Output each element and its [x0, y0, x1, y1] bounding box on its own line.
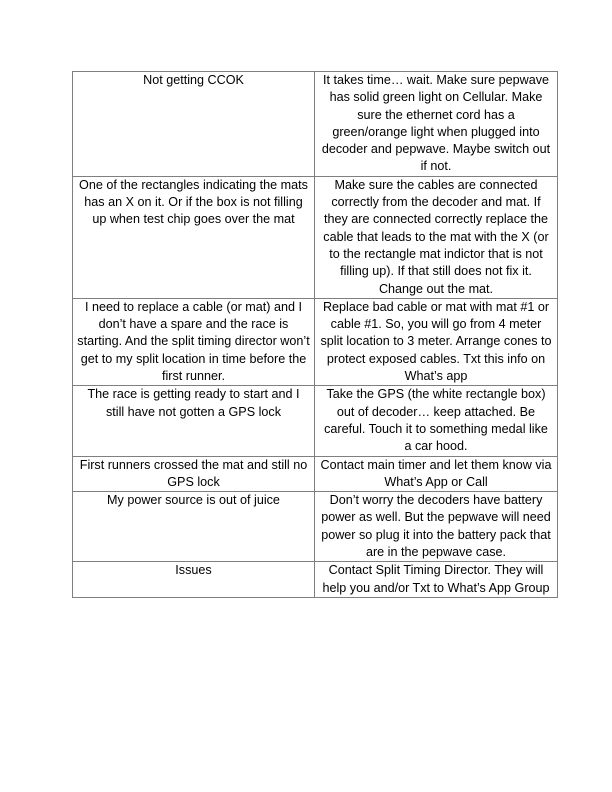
- problem-text: My power source is out of juice: [107, 493, 280, 508]
- problem-text: First runners crossed the mat and still no GPS lock: [79, 457, 308, 489]
- solution-text: Contact Split Timing Director. They will help you and/or Txt to What’s App Group: [322, 563, 550, 595]
- table-row: [73, 492, 558, 562]
- solution-text: Contact main timer and let them know via What’s App or Call: [320, 457, 552, 489]
- solution-cell: [315, 492, 558, 562]
- solution-text: It takes time… wait. Make sure pepwave has solid green light on Cellular. Make sure the ethernet cord has a green/orange light when plugged into decoder and pepwave. Maybe switch out if not.: [321, 73, 551, 174]
- solution-text: Make sure the cables are connected correctly from the decoder and mat. If they are connected correctly replace the cable that leads to the mat with the X (or to the rectangle mat indictor that is not filling up). If that still does not fix it. Change out the mat.: [323, 177, 549, 296]
- table-row: [73, 562, 558, 598]
- problem-text: I need to replace a cable (or mat) and I don’t have a spare and the race is starting. And the split timing director won’t get to my split location in time before the first runner.: [77, 299, 310, 384]
- problem-cell: [73, 456, 315, 492]
- problem-text: The race is getting ready to start and I still have not gotten a GPS lock: [87, 387, 300, 419]
- solution-text: Take the GPS (the white rectangle box) out of decoder… keep attached. Be careful. Touch it to something medal like a car hood.: [324, 387, 548, 454]
- solution-cell: [315, 176, 558, 298]
- problem-cell: [73, 562, 315, 598]
- problem-text: Not getting CCOK: [143, 73, 244, 87]
- table-row: [73, 298, 558, 385]
- problem-cell: [73, 176, 315, 298]
- solution-text: Replace bad cable or mat with mat #1 or cable #1. So, you will go from 4 meter split location to 3 meter. Arrange cones to protect exposed cables. Txt this info on What’s app: [320, 299, 552, 384]
- problem-cell: [73, 298, 315, 385]
- solution-cell: [315, 72, 558, 177]
- problem-text: One of the rectangles indicating the mats has an X on it. Or if the box is not filling up when test chip goes over the mat: [79, 177, 308, 227]
- problem-cell: [73, 492, 315, 562]
- problem-cell: [73, 386, 315, 456]
- solution-cell: [315, 562, 558, 598]
- solution-cell: [315, 456, 558, 492]
- solution-cell: [315, 386, 558, 456]
- solution-cell: [315, 298, 558, 385]
- troubleshooting-table: [72, 71, 558, 598]
- table-row: [73, 176, 558, 298]
- problem-text: Issues: [175, 563, 212, 578]
- table-row: [73, 72, 558, 177]
- table-row: [73, 386, 558, 456]
- solution-text: Don’t worry the decoders have battery power as well. But the pepwave will need power so plug it into the battery pack that are in the pepwave case.: [321, 493, 551, 560]
- problem-cell: [73, 72, 315, 177]
- table-row: [73, 456, 558, 492]
